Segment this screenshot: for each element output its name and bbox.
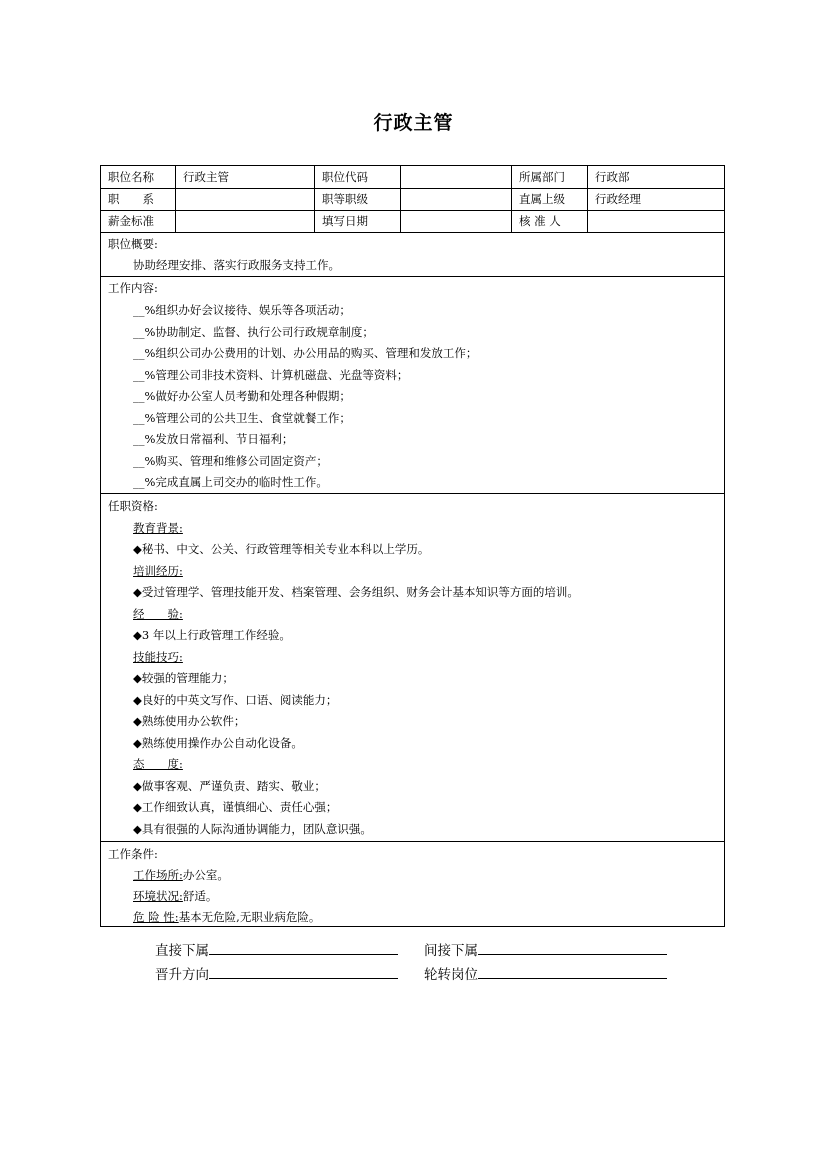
attitude-item: ◆工作细致认真，谨慎细心、责任心强； <box>133 800 338 814</box>
job-family-value <box>176 188 315 210</box>
work-place-value: 办公室。 <box>182 868 229 882</box>
skills-label: 技能技巧: <box>133 649 183 664</box>
training-text: ◆受过管理学、管理技能开发、档案管理、会务组织、财务会计基本知识等方面的培训。 <box>133 585 579 599</box>
environment-label: 环境状况: <box>133 889 183 903</box>
duties-label: 工作内容: <box>108 281 158 295</box>
position-name-value: 行政主管 <box>176 166 315 188</box>
skill-item: ◆良好的中英文写作、口语、阅读能力； <box>133 692 338 707</box>
qualifications-label: 任职资格: <box>108 499 158 513</box>
duties-section <box>101 277 724 494</box>
hazard-value: 基本无危险,无职业病危险。 <box>178 910 321 924</box>
skill-item: ◆较强的管理能力； <box>133 671 234 685</box>
job-family-label: 职 系 <box>101 188 176 210</box>
header-row-1 <box>101 166 724 189</box>
position-code-label: 职位代码 <box>315 166 401 188</box>
work-place-line <box>133 867 229 883</box>
duty-item: __%完成直属上司交办的临时性工作。 <box>133 475 328 489</box>
skill-item: ◆熟练使用办公软件； <box>133 714 246 728</box>
rotation-positions-blank[interactable] <box>478 964 667 979</box>
grade-value <box>401 188 512 210</box>
document-title: 行政主管 <box>373 112 454 134</box>
fill-date-value <box>401 210 512 232</box>
qualifications-section <box>101 494 724 842</box>
education-text: ◆秘书、中文、公关、行政管理等相关专业本科以上学历。 <box>133 542 430 556</box>
hazard-line <box>133 909 320 925</box>
header-row-3 <box>101 210 724 233</box>
department-value: 行政部 <box>595 170 630 184</box>
environment-value: 舒适。 <box>182 889 218 903</box>
promotion-path-blank[interactable] <box>209 964 398 979</box>
rotation-positions-label: 轮转岗位 <box>424 967 478 983</box>
job-description-table <box>100 165 725 927</box>
duty-item: __%做好办公室人员考勤和处理各种假期； <box>133 389 351 403</box>
duty-item: __%协助制定、监督、执行公司行政规章制度； <box>133 324 374 339</box>
conditions-label: 工作条件: <box>108 847 158 861</box>
attitude-label: 态 度: <box>133 757 183 771</box>
work-place-label: 工作场所: <box>133 868 183 882</box>
grade-label: 职等职级 <box>315 188 401 210</box>
promotion-path-field <box>155 964 398 984</box>
environment-line <box>133 888 217 904</box>
indirect-subordinates-label: 间接下属 <box>424 943 478 959</box>
direct-subordinates-field <box>155 940 398 960</box>
salary-value <box>176 210 315 232</box>
attitude-item: ◆具有很强的人际沟通协调能力，团队意识强。 <box>133 821 372 836</box>
duty-item: __%管理公司的公共卫生、食堂就餐工作； <box>133 410 351 425</box>
header-row-2 <box>101 188 724 211</box>
education-label: 教育背景: <box>133 520 183 535</box>
approver-value <box>588 210 724 232</box>
promotion-path-label: 晋升方向 <box>155 967 209 983</box>
approver-label: 核 准 人 <box>512 210 588 232</box>
duty-item: __%发放日常福利、节日福利； <box>133 432 294 446</box>
skill-item: ◆熟练使用操作办公自动化设备。 <box>133 735 303 750</box>
indirect-subordinates-blank[interactable] <box>478 940 667 955</box>
conditions-section <box>101 842 724 926</box>
supervisor-label: 直属上级 <box>512 188 588 210</box>
direct-subordinates-label: 直接下属 <box>155 943 209 959</box>
experience-label: 经 验: <box>133 606 183 621</box>
hazard-label: 危 险 性: <box>133 910 179 924</box>
fill-date-label: 填写日期 <box>315 210 401 232</box>
duty-item: __%组织公司办公费用的计划、办公用品的购买、管理和发放工作； <box>133 346 478 360</box>
department-label: 所属部门 <box>512 166 588 188</box>
direct-subordinates-blank[interactable] <box>209 940 398 955</box>
attitude-item: ◆做事客观、严谨负责、踏实、敬业； <box>133 778 326 793</box>
indirect-subordinates-field <box>424 940 667 960</box>
rotation-positions-field <box>424 964 667 984</box>
duty-item: __%购买、管理和维修公司固定资产； <box>133 453 328 468</box>
position-code-value <box>401 166 512 188</box>
supervisor-value: 行政经理 <box>595 192 641 206</box>
overview-label: 职位概要: <box>108 237 158 251</box>
duty-item: __%管理公司非技术资料、计算机磁盘、光盘等资料； <box>133 367 409 382</box>
salary-label: 薪金标准 <box>101 210 176 232</box>
overview-text: 协助经理安排、落实行政服务支持工作。 <box>133 258 340 272</box>
training-label: 培训经历: <box>133 563 183 578</box>
duty-item: __%组织办好会议接待、娱乐等各项活动； <box>133 303 351 317</box>
overview-section <box>101 233 724 277</box>
position-name-label: 职位名称 <box>101 166 176 188</box>
experience-text: ◆3 年以上行政管理工作经验。 <box>133 628 291 642</box>
